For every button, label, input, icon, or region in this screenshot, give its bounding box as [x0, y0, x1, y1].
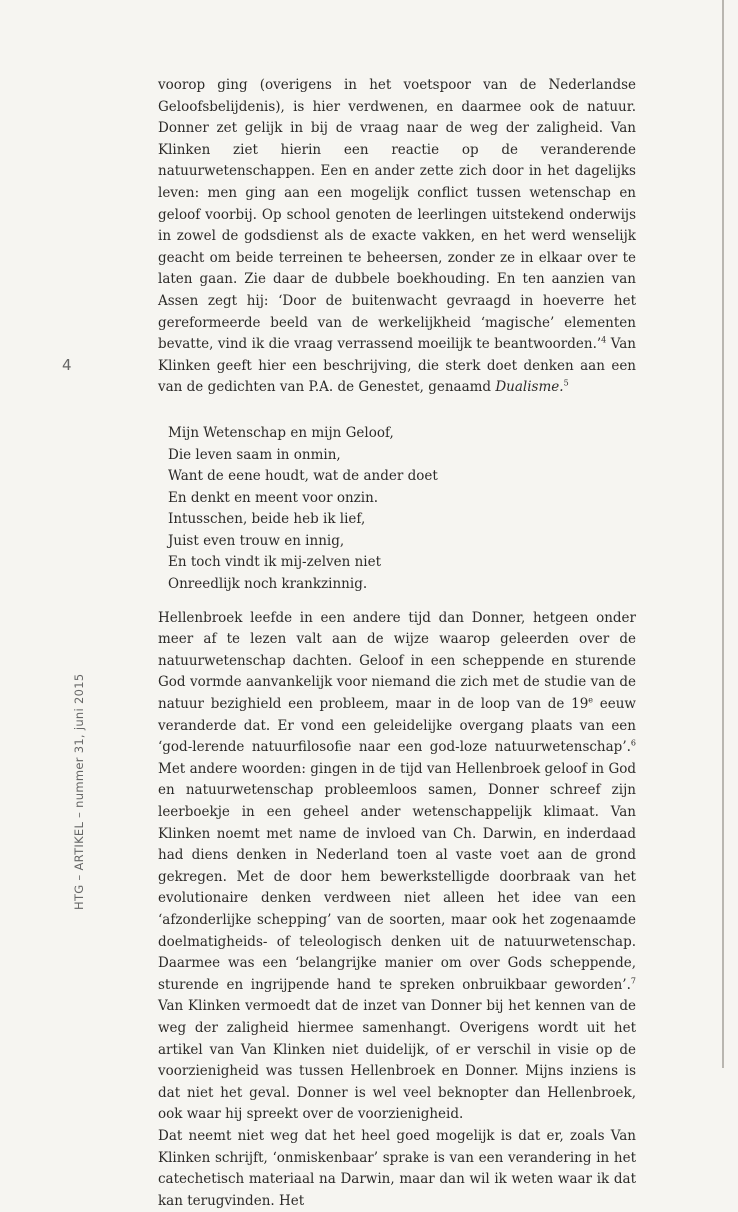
poem — [168, 423, 636, 596]
paragraph-2-text-cont: Van Klinken vermoedt dat de inzet van Donner bij het kennen van de weg der zaligheid hiermee samenhangt. Overigens wordt uit het artikel van Van Klinken niet duidelijk, of er verschil in visie op de voorzienigheid was tussen Hellenbroek en Donner. Mijns inziens is dat niet het geval. Donner is wel veel beknopter dan Hellenbroek, ook waar hij spreekt over de voorzienigheid. — [158, 998, 636, 1123]
paragraph-2 — [158, 608, 636, 1126]
century-superscript: e — [588, 695, 594, 705]
poem-title: Dualisme. — [495, 379, 564, 396]
poem-line: Intusschen, beide heb ik lief, — [168, 511, 366, 528]
paragraph-3: Dat neemt niet weg dat het heel goed mogelijk is dat er, zoals Van Klinken schrijft, ‘onmiskenbaar’ sprake is van een verandering in het catechetisch materiaal na Darwin, maar dan wil ik weten waar ik dat kan terugvinden. Het — [158, 1127, 636, 1209]
paragraph-2-text: Hellenbroek leefde in een andere tijd dan Donner, hetgeen onder meer af te lezen valt aan de wijze waarop geleerden over de natuurwetenschap dachten. Geloof in een scheppende en sturende God vormde aanvankelijk voor niemand die zich met de studie van de natuur bezighield een probleem, maar in de loop van de 19 — [158, 609, 636, 713]
poem-line: Mijn Wetenschap en mijn Geloof, — [168, 424, 394, 441]
running-head: HTG – ARTIKEL – nummer 31, juni 2015 — [72, 673, 86, 910]
paragraph-1 — [158, 75, 636, 399]
paragraph-2-text-cont: eeuw veranderde dat. Er vond een geleidelijke overgang plaats van een ‘god-lerende natuurfilosofie naar een god-loze natuurwetenschap’. — [158, 696, 636, 756]
page-edge — [722, 0, 724, 1068]
paragraph-2-text-cont: Met andere woorden: gingen in de tijd van Hellenbroek geloof in God en natuurwetenschap probleemloos samen, Donner schreef zijn leerboekje in een geheel ander wetenschappelijk klimaat. Van Klinken noemt met name de invloed van Ch. Darwin, en inderdaad had diens denken in Nederland toen al vaste voet aan de grond gekregen. Met de door hem bewerkstelligde doorbraak van het evolutionaire denken verdween niet alleen het idee van een ‘afzonderlijke schepping’ van de soorten, maar ook het zogenaamde doelmatigheids- of teleologisch denken uit de natuurwetenschap. Daarmee was een ‘belangrijke manier om over Gods scheppende, sturende en ingrijpende hand te spreken onbruikbaar geworden’. — [158, 760, 636, 993]
poem-line: En toch vindt ik mij-zelven niet — [168, 554, 382, 571]
poem-line: Die leven saam in onmin, — [168, 446, 341, 463]
poem-line: Juist even trouw en innig, — [168, 532, 345, 549]
footnote-ref-7: 7 — [630, 976, 636, 986]
article-body — [158, 75, 636, 1212]
poem-line: Onreedlijk noch krankzinnig. — [168, 576, 368, 593]
footnote-ref-6: 6 — [630, 738, 636, 748]
poem-line: En denkt en meent voor onzin. — [168, 489, 379, 506]
poem-line: Want de eene houdt, wat de ander doet — [168, 468, 438, 485]
footnote-ref-4: 4 — [601, 335, 607, 345]
footnote-ref-5: 5 — [563, 378, 569, 388]
paragraph-1-text-cont: Van Klinken geeft hier een beschrijving, die sterk doet denken aan een van de gedichten van P.A. de Genestet, genaamd — [158, 336, 636, 396]
page-number: 4 — [62, 356, 72, 374]
paragraph-1-text: voorop ging (overigens in het voetspoor van de Nederlandse Geloofsbelijdenis), is hier verdwenen, en daarmee ook de natuur. Donner zet gelijk in bij de vraag naar de weg der zaligheid. Van Klinken ziet hierin een reactie op de veranderende natuurwetenschappen. Een en ander zette zich door in het dagelijks leven: men ging aan een mogelijk conflict tussen wetenschap en geloof voorbij. Op school genoten de leerlingen uitstekend onderwijs in zowel de godsdienst als de exacte vakken, en het werd wenselijk geacht om beide terreinen te beheersen, zonder ze in elkaar over te laten gaan. Zie daar de dubbele boekhouding. En ten aanzien van Assen zegt hij: ‘Door de buitenwacht gevraagd in hoeverre het gereformeerde beeld van de werkelijkheid ‘magische’ elementen bevatte, vind ik die vraag verrassend moeilijk te beantwoorden.’ — [158, 77, 636, 353]
